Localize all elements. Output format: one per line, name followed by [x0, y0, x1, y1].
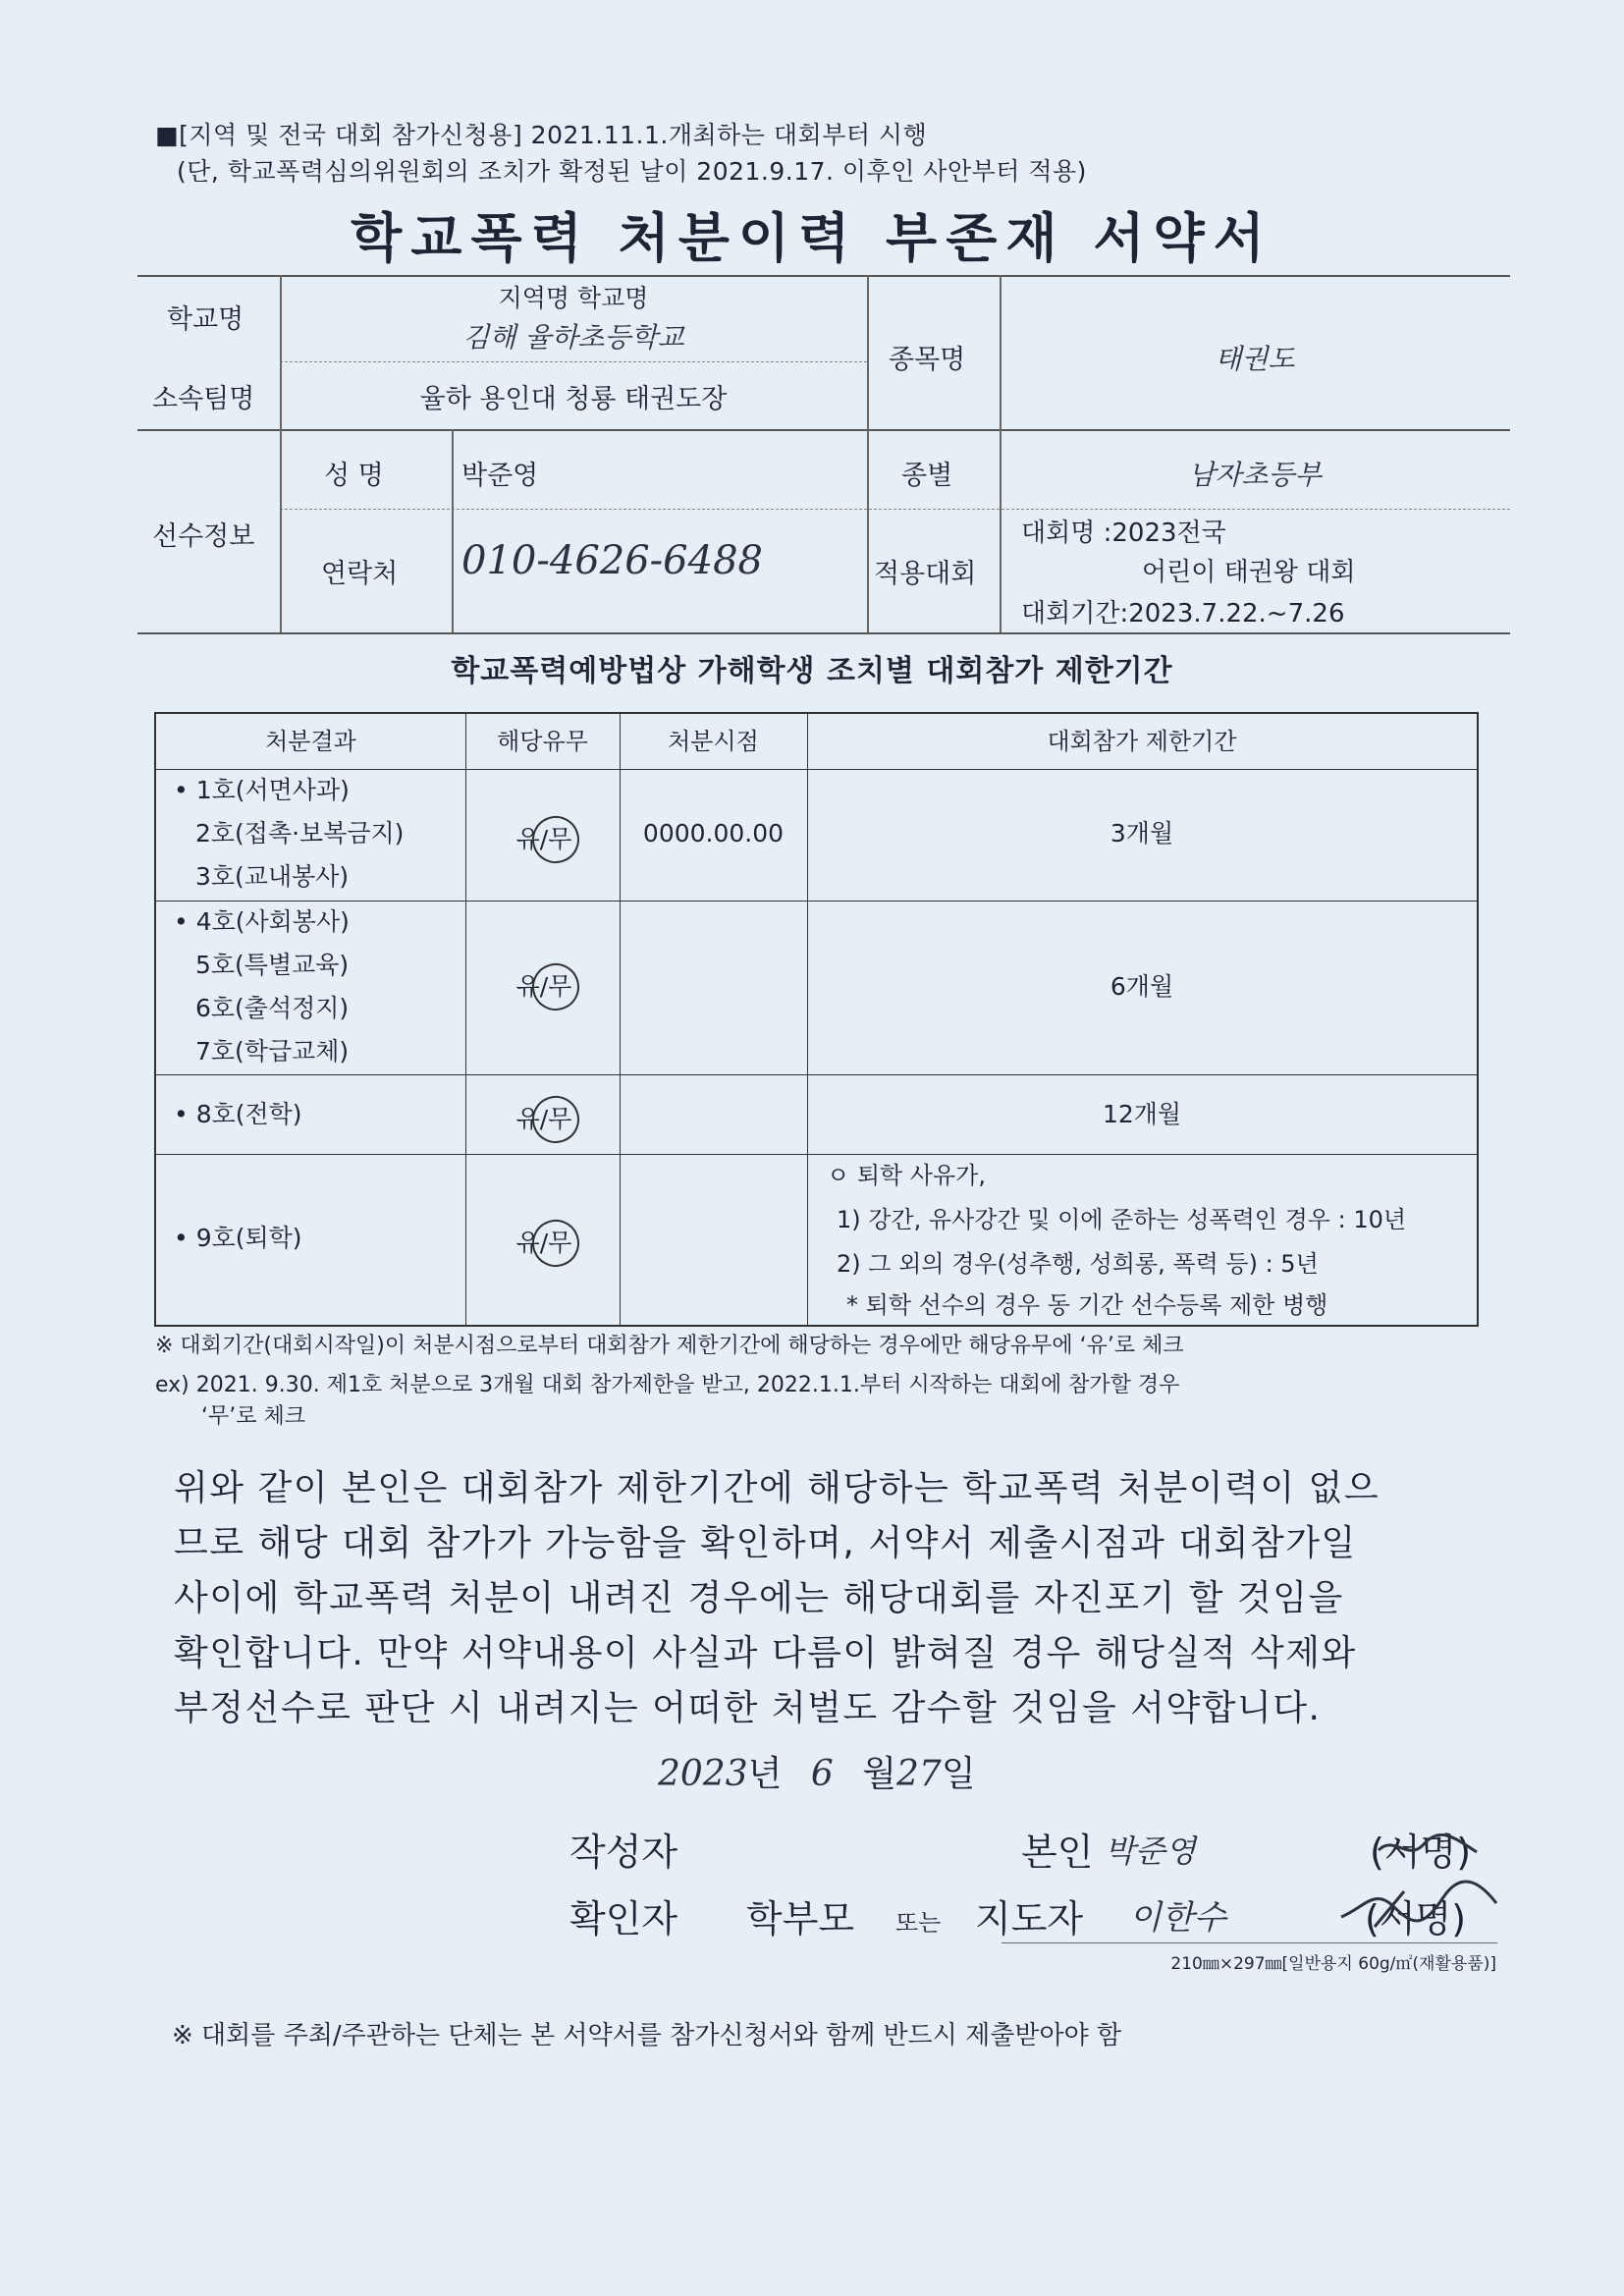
date-month-suffix: 월 — [862, 1754, 896, 1794]
row-item: 7호(학급교체) — [195, 1037, 350, 1066]
row-item: • 4호(사회봉사) — [174, 907, 350, 936]
competition-name-line1: 대회명 :2023전국 — [1021, 519, 1226, 548]
date-day: 27 — [896, 1754, 942, 1794]
coach-signature-icon — [1335, 1878, 1502, 1937]
restriction-period: 6개월 — [1110, 972, 1174, 1001]
name-value: 박준영 — [461, 461, 539, 491]
contact-label: 연락처 — [321, 559, 399, 589]
row-item: • 9호(퇴학) — [174, 1224, 302, 1252]
disposition-date: 0000.00.00 — [642, 819, 785, 847]
applicable-checkbox[interactable]: 유/무 — [515, 1229, 572, 1257]
divider — [807, 714, 808, 1325]
check-circle-mark — [525, 809, 586, 870]
applicable-checkbox[interactable]: 유/무 — [515, 825, 572, 853]
note-line: ex) 2021. 9.30. 제1호 처분으로 3개월 대회 참가제한을 받고, 2022.1.1.부터 시작하는 대회에 참가할 경우 — [155, 1373, 1180, 1397]
divider — [137, 275, 1510, 277]
school-value: 김해 율하초등학교 — [462, 321, 684, 354]
divider — [280, 509, 1510, 510]
divider — [156, 1154, 1477, 1155]
divider — [156, 901, 1477, 902]
note-line: ※ 대회기간(대회시작일)이 처분시점으로부터 대회참가 제한기간에 해당하는 경우에만 해당유무에 ‘유’로 체크 — [155, 1334, 1184, 1358]
row-item: • 8호(전학) — [174, 1100, 302, 1128]
or-label: 또는 — [895, 1909, 942, 1937]
note-line: ‘무’로 체크 — [201, 1404, 305, 1429]
document-title: 학교폭력 처분이력 부존재 서약서 — [351, 207, 1273, 269]
competition-period: 대회기간:2023.7.22.~7.26 — [1021, 599, 1345, 629]
col-header-result: 처분결과 — [265, 728, 356, 755]
divider — [465, 714, 466, 1325]
applicable-checkbox[interactable]: 유/무 — [515, 972, 572, 1001]
pledge-line: 사이에 학교폭력 처분이 내려진 경우에는 해당대회를 자진포기 할 것임을 — [174, 1578, 1344, 1618]
division-label: 종별 — [901, 461, 953, 491]
restriction-subtitle: 학교폭력예방법상 가해학생 조치별 대회참가 제한기간 — [451, 654, 1173, 688]
pledge-line: 위와 같이 본인은 대회참가 제한기간에 해당하는 학교폭력 처분이력이 없으 — [174, 1468, 1380, 1508]
pledge-line: 확인합니다. 만약 서약내용이 사실과 다름이 밝혀질 경우 해당실적 삭제와 — [174, 1633, 1357, 1673]
school-label: 학교명 — [167, 304, 244, 335]
check-circle-mark — [525, 957, 586, 1017]
notice-line-2: (단, 학교폭력심의위원회의 조치가 확정된 날이 2021.9.17. 이후인 사안부터 적용) — [177, 157, 1087, 186]
restriction-period: 3개월 — [1110, 819, 1174, 847]
self-sign-label: (서명) — [1370, 1831, 1472, 1874]
self-label: 본인 — [1021, 1831, 1094, 1874]
period-line: 2) 그 외의 경우(성추행, 성희롱, 폭력 등) : 5년 — [837, 1250, 1319, 1278]
applicable-checkbox[interactable]: 유/무 — [515, 1105, 572, 1133]
pledge-line: 부정선수로 판단 시 내려지는 어떠한 처벌도 감수할 것임을 서약합니다. — [174, 1688, 1322, 1728]
competition-label: 적용대회 — [874, 559, 977, 589]
date-day-suffix: 일 — [941, 1754, 976, 1794]
period-line: 1) 강간, 유사강간 및 이에 준하는 성폭력인 경우 : 10년 — [837, 1206, 1407, 1233]
check-circle-mark — [525, 1213, 586, 1274]
row-item: • 1호(서면사과) — [174, 776, 350, 804]
division-value: 남자초등부 — [1188, 459, 1322, 491]
divider — [156, 769, 1477, 770]
notice-line-1: ■[지역 및 전국 대회 참가신청용] 2021.11.1.개최하는 대회부터 시행 — [155, 121, 928, 149]
divider — [620, 714, 621, 1325]
team-value: 율하 용인대 청룡 태권도장 — [419, 384, 728, 414]
pledge-paragraph — [174, 1461, 1470, 1736]
coach-label: 지도자 — [975, 1897, 1084, 1941]
coach-name-handwritten: 이한수 — [1129, 1898, 1226, 1938]
divider — [280, 361, 867, 362]
row-item: 2호(접촉·보복금지) — [195, 819, 405, 847]
row-item: 6호(출석정지) — [195, 994, 350, 1022]
pledge-date — [658, 1746, 976, 1796]
name-label: 성 명 — [324, 461, 384, 491]
divider — [137, 429, 1510, 431]
restriction-period: 12개월 — [1102, 1100, 1182, 1128]
date-month: 6 — [810, 1754, 834, 1794]
date-year: 2023 — [658, 1754, 748, 1794]
period-line: ㅇ 퇴학 사유가, — [827, 1162, 986, 1189]
parent-label: 학부모 — [746, 1897, 855, 1941]
submission-note: ※ 대회를 주최/주관하는 단체는 본 서약서를 참가신청서와 함께 반드시 제출받아야 함 — [172, 2021, 1122, 2050]
team-label: 소속팀명 — [152, 384, 255, 414]
date-year-suffix: 년 — [747, 1754, 783, 1794]
divider — [452, 429, 454, 632]
restriction-table — [154, 712, 1479, 1327]
col-header-applicable: 해당유무 — [497, 728, 588, 755]
writer-label: 작성자 — [569, 1831, 678, 1874]
verifier-label: 확인자 — [569, 1897, 678, 1941]
col-header-date: 처분시점 — [668, 728, 759, 755]
row-item: 3호(교내봉사) — [195, 862, 350, 891]
divider — [1001, 1942, 1497, 1943]
pledge-line: 므로 해당 대회 참가가 가능함을 확인하며, 서약서 제출시점과 대회참가일 — [174, 1523, 1357, 1563]
check-circle-mark — [525, 1089, 586, 1150]
event-value: 태권도 — [1215, 343, 1295, 375]
player-label: 선수정보 — [152, 521, 255, 552]
period-line: * 퇴학 선수의 경우 동 기간 선수등록 제한 병행 — [846, 1291, 1328, 1319]
competition-name-line2: 어린이 태권왕 대회 — [1142, 558, 1356, 587]
row-item: 5호(특별교육) — [195, 951, 350, 979]
divider — [867, 275, 869, 632]
divider — [137, 632, 1510, 634]
paper-spec: 210㎜×297㎜[일반용지 60g/㎡(재활용품)] — [1170, 1954, 1496, 1974]
school-sublabel: 지역명 학교명 — [498, 284, 649, 312]
col-header-period: 대회참가 제한기간 — [1047, 728, 1237, 755]
self-signature-icon — [1375, 1829, 1483, 1868]
event-label: 종목명 — [889, 345, 966, 375]
divider — [156, 1074, 1477, 1075]
coach-sign-label: (서명) — [1365, 1897, 1467, 1941]
self-name-handwritten: 박준영 — [1105, 1832, 1196, 1870]
contact-value: 010-4626-6488 — [461, 538, 763, 583]
